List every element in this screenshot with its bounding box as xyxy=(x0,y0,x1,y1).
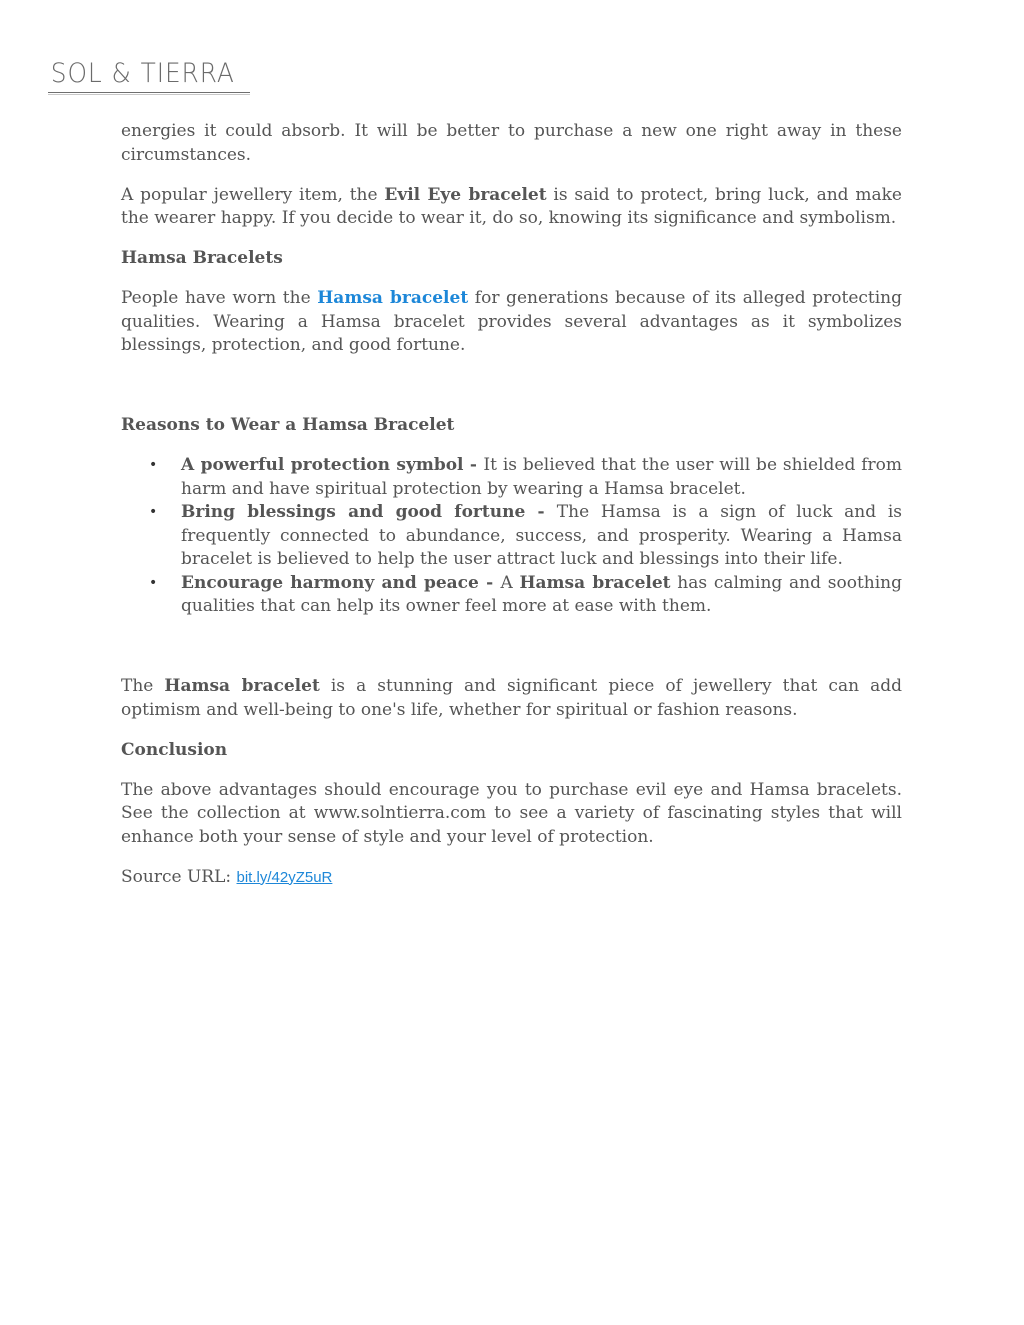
reason-1-title: A powerful protection symbol - xyxy=(181,455,484,475)
reason-2-text: The Hamsa is a sign of luck and is frequently connected to abundance, success, and prosperity. Wearing a Hamsa bracelet is believed to help the user attract luck and blessings into their life. xyxy=(181,502,903,569)
source-label: Source URL: xyxy=(121,866,237,887)
source-url-link[interactable]: bit.ly/42yZ5uR xyxy=(236,868,333,886)
conclusion-text: The above advantages should encourage you to purchase evil eye and Hamsa bracelets. See the collection at www.solntierra.com to see a variety of fascinating styles that will enhance both your sense of style and your level of protection. xyxy=(121,779,902,847)
section-spacer xyxy=(121,374,902,414)
summary-text-b: is a stunning and significant piece of jewellery that can add optimism and well-being to one's life, whether for spiritual or fashion reasons. xyxy=(121,676,902,720)
list-item xyxy=(181,454,902,501)
list-item xyxy=(181,501,902,572)
summary-paragraph xyxy=(121,675,902,722)
summary-bold-term: Hamsa bracelet xyxy=(164,676,320,696)
intro-text-2a: A popular jewellery item, the xyxy=(121,184,385,205)
hamsa-paragraph xyxy=(121,287,902,358)
list-item xyxy=(181,572,902,619)
reason-3-text-b: has calming and soothing qualities that can help its owner feel more at ease with them. xyxy=(181,572,902,616)
logo-text: SOL & TIERRA xyxy=(50,58,235,89)
reason-3-bold-term: Hamsa bracelet xyxy=(519,572,671,593)
logo-underline-shadow xyxy=(48,94,250,95)
brand-logo xyxy=(48,56,250,95)
reasons-list xyxy=(121,454,902,619)
hamsa-bracelets-heading: Hamsa Bracelets xyxy=(121,248,283,268)
conclusion-paragraph xyxy=(121,779,902,850)
document-body xyxy=(121,120,902,906)
source-line xyxy=(121,866,902,890)
section-spacer xyxy=(121,635,902,675)
reason-3-text-a: A xyxy=(500,572,520,593)
reason-2-title: Bring blessings and good fortune - xyxy=(181,502,557,522)
summary-text-a: The xyxy=(121,676,165,696)
logo-underline xyxy=(48,92,250,93)
reason-3-title: Encourage harmony and peace - xyxy=(181,572,501,593)
intro-paragraph-2 xyxy=(121,184,902,231)
intro-text-2b: is said to protect, bring luck, and make the wearer happy. If you decide to wear it, do so, knowing its significance and symbolism. xyxy=(121,184,902,228)
conclusion-heading: Conclusion xyxy=(121,739,228,760)
intro-text-1: energies it could absorb. It will be better to purchase a new one right away in these circumstances. xyxy=(121,121,902,165)
hamsa-text-b: for generations because of its alleged protecting qualities. Wearing a Hamsa bracelet provides several advantages as it symbolizes blessings, protection, and good fortune. xyxy=(121,288,903,355)
hamsa-bracelet-link[interactable]: Hamsa bracelet xyxy=(317,288,469,308)
hamsa-text-a: People have worn the xyxy=(121,288,318,308)
reasons-heading: Reasons to Wear a Hamsa Bracelet xyxy=(121,415,455,435)
reason-1-text: It is believed that the user will be shielded from harm and have spiritual protection by wearing a Hamsa bracelet. xyxy=(181,455,902,499)
intro-paragraph-1 xyxy=(121,120,902,167)
evil-eye-bracelet-term: Evil Eye bracelet xyxy=(384,184,547,205)
